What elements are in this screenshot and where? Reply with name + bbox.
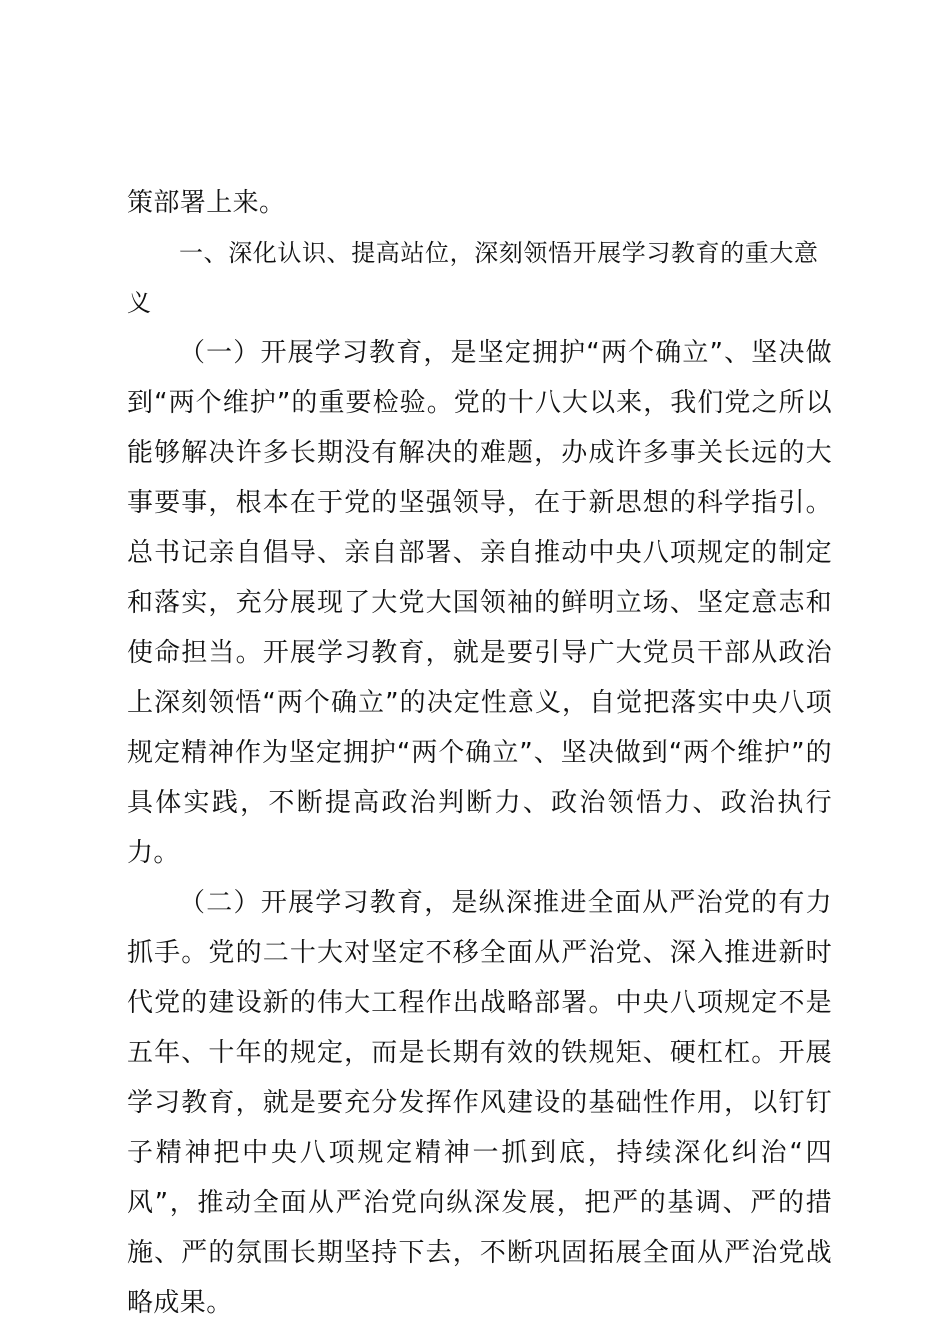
section-heading-1: 一、深化认识、提高站位，深刻领悟开展学习教育的重大意义	[127, 239, 819, 317]
paragraph-1: （一）开展学习教育，是坚定拥护“两个确立”、坚决做到“两个维护”的重要检验。党的十八大以来，我们党之所以能够解决许多长期没有解决的难题，办成许多事关长远的大事要事，根本在于党的坚强领导，在于新思想的科学指引。总书记亲自倡导、亲自部署、亲自推动中央八项规定的制定和落实，充分展现了大党大国领袖的鲜明立场、坚定意志和使命担当。开展学习教育，就是要引导广大党员干部从政治上深刻领悟“两个确立”的决定性意义，自觉把落实中央八项规定精神作为坚定拥护“两个确立”、坚决做到“两个维护”的具体实践，不断提高政治判断力、政治领悟力、政治执行力。	[127, 338, 832, 868]
document-body	[127, 178, 832, 1328]
paragraph-2: （二）开展学习教育，是纵深推进全面从严治党的有力抓手。党的二十大对坚定不移全面从严治党、深入推进新时代党的建设新的伟大工程作出战略部署。中央八项规定不是五年、十年的规定，而是长期有效的铁规矩、硬杠杠。开展学习教育，就是要充分发挥作风建设的基础性作用，以钉钉子精神把中央八项规定精神一抓到底，持续深化纠治“四风”，推动全面从严治党向纵深发展，把严的基调、严的措施、严的氛围长期坚持下去，不断巩固拓展全面从严治党战略成果。	[127, 888, 832, 1318]
continuation-paragraph: 策部署上来。	[127, 188, 286, 218]
